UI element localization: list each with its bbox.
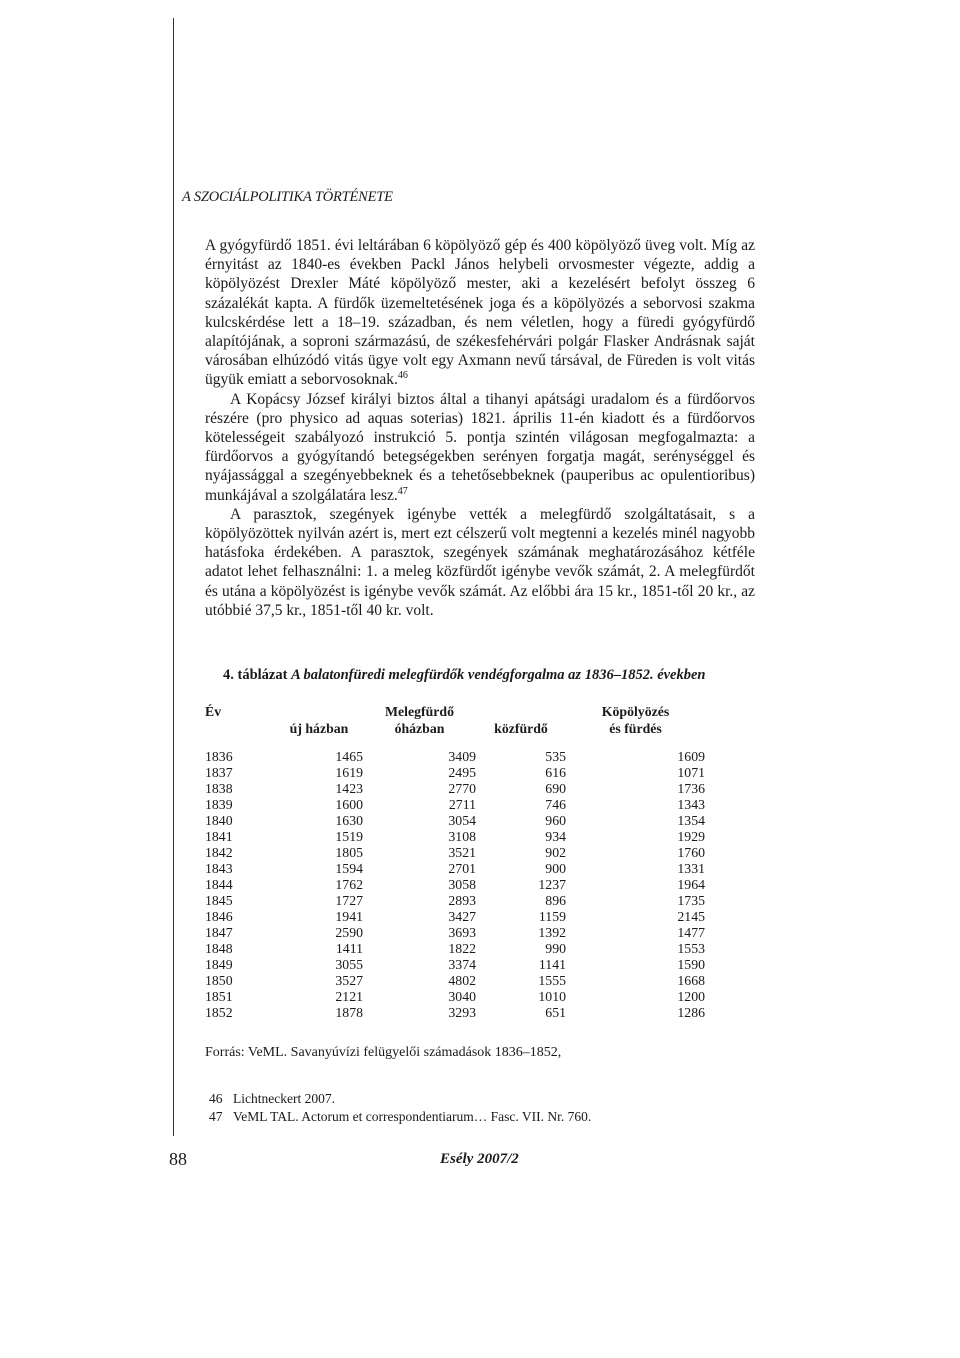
table-source: Forrás: VeML. Savanyúvízi felügyelői számadások 1836–1852, — [205, 1045, 562, 1060]
footnote-number: 47 — [209, 1109, 223, 1124]
footnote-ref[interactable]: 47 — [397, 485, 408, 497]
table-row — [200, 829, 705, 845]
value-cell: 1237 — [538, 877, 566, 892]
table-body — [200, 749, 705, 1021]
year-cell: 1844 — [205, 877, 233, 892]
table-caption — [223, 667, 706, 684]
value-cell: 2701 — [448, 861, 476, 876]
table-row — [200, 797, 705, 813]
value-cell: 3054 — [448, 813, 476, 828]
value-cell: 1805 — [335, 845, 363, 860]
col-header: Köpölyözés — [601, 704, 670, 719]
table-row — [200, 861, 705, 877]
value-cell: 900 — [545, 861, 566, 876]
footnote-text: VeML TAL. Actorum et correspondentiarum… Fasc. VII. Nr. 760. — [233, 1109, 592, 1124]
table-row — [200, 989, 705, 1005]
value-cell: 1594 — [335, 861, 363, 876]
value-cell: 1609 — [677, 749, 705, 764]
value-cell: 1343 — [677, 797, 705, 812]
value-cell: 1555 — [538, 973, 566, 988]
paragraph-3: A parasztok, szegények igénybe vették a melegfürdő szolgáltatásait, s a köpölyözöttek nyilván azért is, mert ezt célszerű volt megtenni a kezelés minél nagyobb hatásfoka érdekében. A parasztok, szegények számának meghatározásához kétféle adatot lehet felhasználni: 1. a meleg közfürdőt igénybe vevők számát, 2. A melegfürdőt és utána a köpölyözést is igénybe vevők számát. Az előbbi ára 15 kr., 1851-től 20 kr., az utóbbié 37,5 kr., 1851-től 40 kr. volt. — [205, 505, 755, 619]
table-row — [200, 957, 705, 973]
year-cell: 1848 — [205, 941, 233, 956]
visitor-table — [200, 703, 705, 1021]
value-cell: 1600 — [335, 797, 363, 812]
table-header-row — [200, 703, 705, 720]
value-cell: 1929 — [677, 829, 705, 844]
value-cell: 1071 — [677, 765, 705, 780]
paragraph-1: A gyógyfürdő 1851. évi leltárában 6 köpölyöző gép és 400 köpölyöző üveg volt. Míg az érnyitást az 1840-es években Packl János helybeli orvosmester végezte, addig a köpölyözést Drexler Máté köpölyöző mester, aki a kezelésért befolyt összeg 6 százalékát kapta. A fürdők üzemeltetésének joga és a köpölyözés a seborvosi szakma kulcskérdése lett a 18–19. században, és nem véletlen, hogy a füredi gyógyfürdő alapítójának, a soproni származású, de székesfehérvári polgár Flasker Andrásnak saját városában elhúzódó vitás ügye volt egy Axmann nevű társával, de Füreden is volt vitás ügyük emiatt a seborvosoknak.$^{46}$ — [205, 237, 755, 389]
table-subheader-row — [200, 720, 705, 737]
value-cell: 2770 — [448, 781, 476, 796]
value-cell: 1630 — [335, 813, 363, 828]
year-cell: 1851 — [205, 989, 233, 1004]
value-cell: 1727 — [335, 893, 363, 908]
value-cell: 746 — [545, 797, 566, 812]
table-caption-title: A balatonfüredi melegfürdők vendégforgalma az 1836–1852. években — [291, 667, 706, 683]
year-cell: 1843 — [205, 861, 233, 876]
value-cell: 1010 — [538, 989, 566, 1004]
year-cell: 1838 — [205, 781, 233, 796]
col-header: Melegfürdő — [385, 704, 454, 719]
paragraph-2: A Kopácsy József királyi biztos által a tihanyi apátsági uradalom és a fürdőorvos részére (pro physico ad aquas soterias) 1821. április 11-én kiadott és a fürdőorvos kötelességeit szabályozó instrukció 5. pontja szintén világosan megfogalmazta: a fürdőorvos a gyógyítandó betegségekben serényen forgatja magát, serénységgel és nyájassággal a szegényebbeknek és a tehetősebbeknek (pauperibus ac opulentioribus) munkájával a szolgálatára lesz.$^{47}$ — [205, 390, 755, 504]
year-cell: 1836 — [205, 749, 233, 764]
year-cell: 1846 — [205, 909, 233, 924]
value-cell: 1760 — [677, 845, 705, 860]
table-row — [200, 765, 705, 781]
page-number: 88 — [169, 1149, 187, 1169]
body-text — [205, 236, 755, 620]
value-cell: 3409 — [448, 749, 476, 764]
footnote-text: Lichtneckert 2007. — [233, 1091, 335, 1106]
value-cell: 1331 — [677, 861, 705, 876]
value-cell: 1200 — [677, 989, 705, 1004]
table-row — [200, 813, 705, 829]
value-cell: 3055 — [335, 957, 363, 972]
value-cell: 690 — [545, 781, 566, 796]
value-cell: 1159 — [538, 909, 566, 924]
value-cell: 3040 — [448, 989, 476, 1004]
table-row — [200, 749, 705, 765]
value-cell: 3521 — [448, 845, 476, 860]
footnotes — [209, 1090, 591, 1126]
table-row — [200, 925, 705, 941]
value-cell: 1519 — [335, 829, 363, 844]
value-cell: 1964 — [677, 877, 705, 892]
table-row — [200, 973, 705, 989]
value-cell: 902 — [545, 845, 566, 860]
value-cell: 1590 — [677, 957, 705, 972]
value-cell: 1354 — [677, 813, 705, 828]
table-row — [200, 941, 705, 957]
value-cell: 1668 — [677, 973, 705, 988]
year-cell: 1845 — [205, 893, 233, 908]
col-subheader: és fürdés — [609, 721, 662, 736]
value-cell: 1822 — [448, 941, 476, 956]
value-cell: 960 — [545, 813, 566, 828]
margin-rule — [173, 18, 174, 1136]
value-cell: 2893 — [448, 893, 476, 908]
table-row — [200, 845, 705, 861]
value-cell: 1141 — [538, 957, 566, 972]
value-cell: 1465 — [335, 749, 363, 764]
year-cell: 1849 — [205, 957, 233, 972]
value-cell: 1735 — [677, 893, 705, 908]
value-cell: 1392 — [538, 925, 566, 940]
footnote — [209, 1108, 591, 1126]
value-cell: 1762 — [335, 877, 363, 892]
year-cell: 1847 — [205, 925, 233, 940]
value-cell: 1423 — [335, 781, 363, 796]
value-cell: 535 — [545, 749, 566, 764]
value-cell: 990 — [545, 941, 566, 956]
value-cell: 616 — [545, 765, 566, 780]
year-cell: 1841 — [205, 829, 233, 844]
footnote — [209, 1090, 591, 1108]
value-cell: 3427 — [448, 909, 476, 924]
year-cell: 1850 — [205, 973, 233, 988]
value-cell: 3693 — [448, 925, 476, 940]
value-cell: 896 — [545, 893, 566, 908]
year-cell: 1842 — [205, 845, 233, 860]
value-cell: 2145 — [677, 909, 705, 924]
year-cell: 1837 — [205, 765, 233, 780]
value-cell: 1878 — [335, 1005, 363, 1020]
value-cell: 3527 — [335, 973, 363, 988]
year-cell: 1839 — [205, 797, 233, 812]
year-cell: 1840 — [205, 813, 233, 828]
value-cell: 4802 — [448, 973, 476, 988]
value-cell: 1411 — [335, 941, 363, 956]
col-subheader: óházban — [394, 721, 445, 736]
value-cell: 1286 — [677, 1005, 705, 1020]
col-header — [275, 703, 363, 720]
year-cell: 1852 — [205, 1005, 233, 1020]
col-header — [476, 703, 566, 720]
value-cell: 651 — [545, 1005, 566, 1020]
col-subheader: új házban — [289, 721, 349, 736]
value-cell: 3058 — [448, 877, 476, 892]
footnote-number: 46 — [209, 1091, 223, 1106]
col-header: Év — [205, 704, 222, 719]
value-cell: 3374 — [448, 957, 476, 972]
table-caption-label: 4. táblázat — [223, 667, 288, 683]
value-cell: 1941 — [335, 909, 363, 924]
journal-footer: Esély 2007/2 — [440, 1151, 519, 1167]
value-cell: 3108 — [448, 829, 476, 844]
value-cell: 2121 — [335, 989, 363, 1004]
table-row — [200, 893, 705, 909]
value-cell: 2495 — [448, 765, 476, 780]
value-cell: 2711 — [448, 797, 476, 812]
table-row — [200, 877, 705, 893]
value-cell: 1553 — [677, 941, 705, 956]
table-row — [200, 781, 705, 797]
table-row — [200, 1005, 705, 1021]
value-cell: 934 — [545, 829, 566, 844]
col-subheader — [200, 720, 275, 737]
value-cell: 1477 — [677, 925, 705, 940]
value-cell: 1619 — [335, 765, 363, 780]
footnote-ref[interactable]: 46 — [397, 370, 408, 382]
value-cell: 1736 — [677, 781, 705, 796]
value-cell: 2590 — [335, 925, 363, 940]
table-row — [200, 909, 705, 925]
col-subheader: közfürdő — [494, 721, 548, 736]
value-cell: 3293 — [448, 1005, 476, 1020]
running-head: A SZOCIÁLPOLITIKA TÖRTÉNETE — [182, 189, 393, 205]
